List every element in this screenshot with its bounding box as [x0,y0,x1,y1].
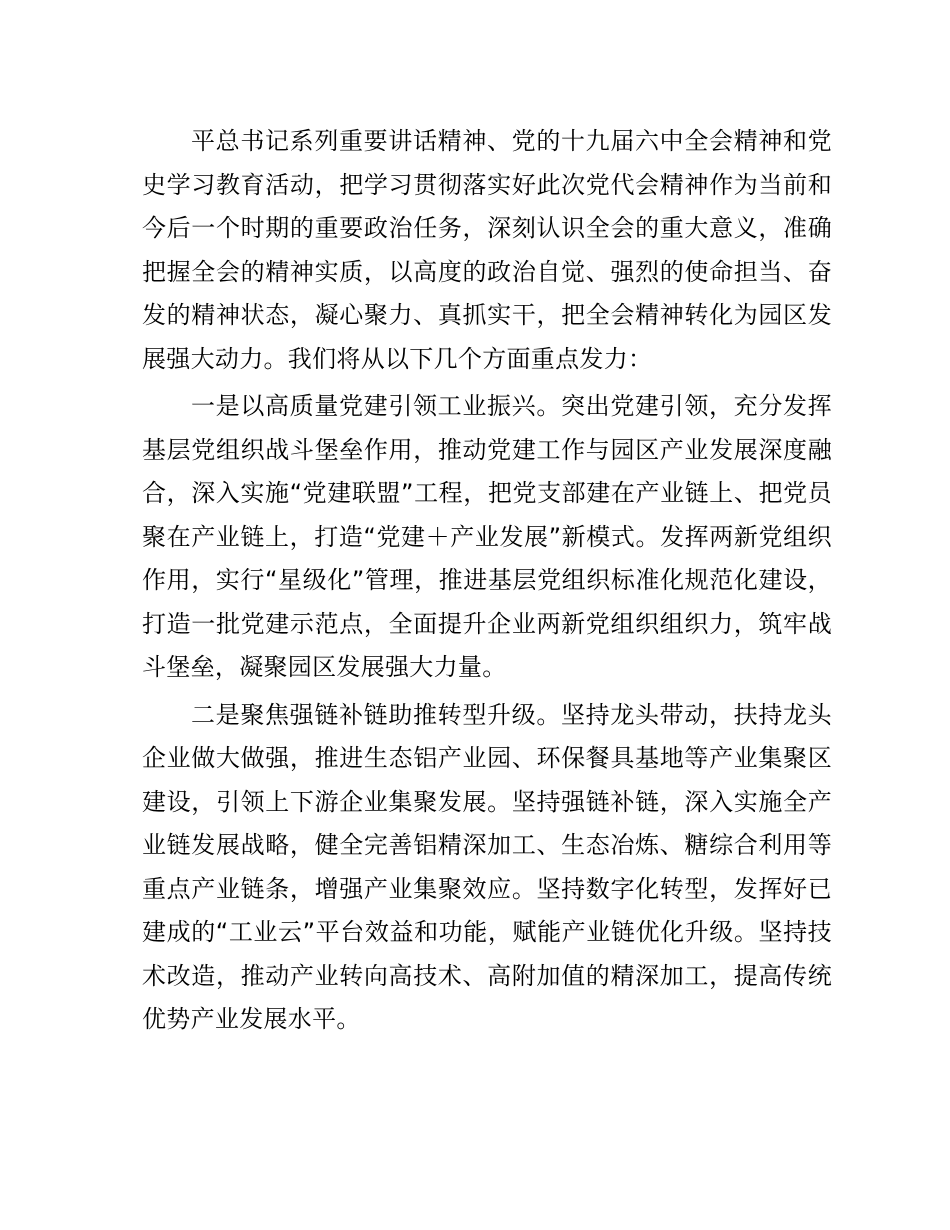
paragraph-study-spirit: 平总书记系列重要讲话精神、党的十九届六中全会精神和党史学习教育活动，把学习贯彻落实好此次党代会精神作为当前和今后一个时期的重要政治任务，深刻认识全会的重大意义，准确把握全会的精神实质，以高度的政治自觉、强烈的使命担当、奋发的精神状态，凝心聚力、真抓实干，把全会精神转化为园区发展强大动力。我们将从以下几个方面重点发力： [142,127,832,373]
paragraph-party-building: 一是以高质量党建引领工业振兴。突出党建引领，充分发挥基层党组织战斗堡垒作用，推动党建工作与园区产业发展深度融合，深入实施“党建联盟”工程，把党支部建在产业链上、把党员聚在产业链上，打造“党建＋产业发展”新模式。发挥两新党组织作用，实行“星级化”管理，推进基层党组织标准化规范化建设，打造一批党建示范点，全面提升企业两新党组织组织力，筑牢战斗堡垒，凝聚园区发展强大力量。 [142,392,832,681]
document-body [142,120,832,1046]
paragraph-industry-chain: 二是聚焦强链补链助推转型升级。坚持龙头带动，扶持龙头企业做大做强，推进生态铝产业园、环保餐具基地等产业集聚区建设，引领上下游企业集聚发展。坚持强链补链，深入实施全产业链发展战略，健全完善铝精深加工、生态冶炼、糖综合利用等重点产业链条，增强产业集聚效应。坚持数字化转型，发挥好已建成的“工业云”平台效益和功能，赋能产业链优化升级。坚持技术改造，推动产业转向高技术、高附加值的精深加工，提高传统优势产业发展水平。 [142,700,832,1033]
